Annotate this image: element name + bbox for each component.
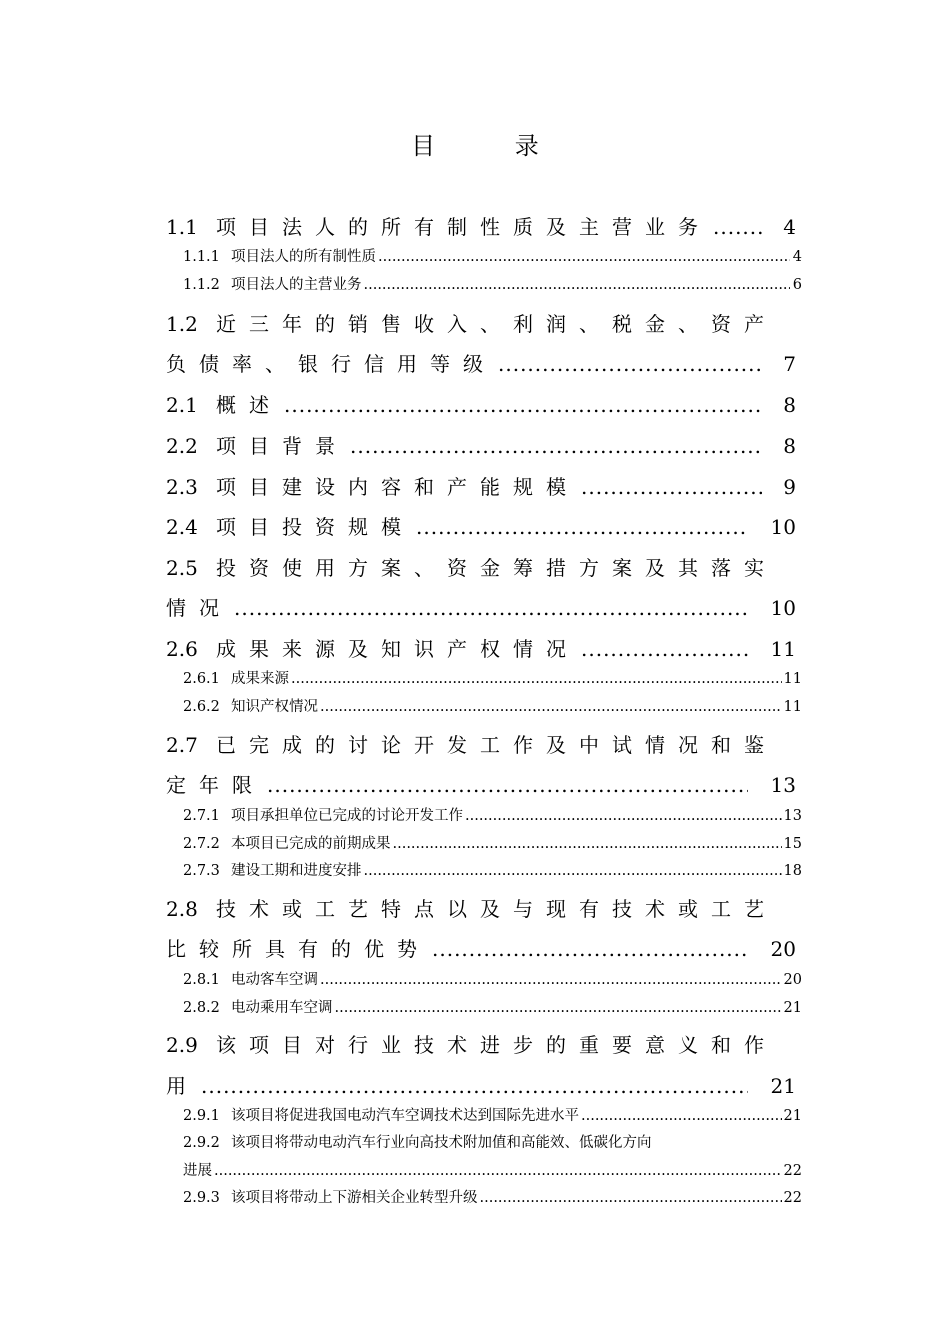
toc-number: 2.9 (166, 1033, 198, 1057)
toc-title: 目 录 (411, 132, 575, 160)
toc-page: 11 (783, 699, 802, 715)
toc-leader (713, 215, 762, 239)
toc-text: 建设工期和进度安排 (231, 863, 362, 879)
toc-entry-2-9-2-line1[interactable] (183, 1131, 652, 1152)
toc-number: 2.9.1 (183, 1108, 220, 1124)
toc-page: 9 (783, 475, 796, 499)
toc-page: 13 (770, 773, 796, 797)
toc-leader (284, 393, 762, 417)
toc-page: 21 (783, 1108, 802, 1124)
toc-page: 22 (783, 1190, 802, 1206)
toc-entry-2-2[interactable] (166, 430, 796, 459)
toc-page: 20 (770, 937, 796, 961)
toc-entry-2-5-line1[interactable] (166, 552, 777, 581)
toc-leader (291, 671, 782, 687)
toc-entry-2-9-3[interactable] (183, 1186, 802, 1207)
toc-entry-2-4[interactable] (166, 511, 796, 540)
toc-page: 8 (783, 393, 796, 417)
toc-leader (432, 937, 748, 961)
toc-text: 该项目将带动上下游相关企业转型升级 (231, 1190, 478, 1206)
toc-entry-2-9[interactable] (166, 1070, 796, 1099)
toc-page: 7 (783, 352, 796, 376)
toc-entry-2-8-line1[interactable] (166, 893, 777, 922)
toc-text-continued: 负债率、银行信用等级 (166, 352, 496, 376)
toc-number: 2.6 (166, 637, 198, 661)
toc-entry-2-3[interactable] (166, 471, 796, 500)
toc-text-continued: 进展 (183, 1163, 212, 1179)
toc-leader (498, 352, 762, 376)
toc-leader (201, 1074, 748, 1098)
toc-number: 2.7.3 (183, 863, 220, 879)
toc-leader (581, 475, 762, 499)
toc-page: 15 (783, 836, 802, 852)
toc-leader (350, 434, 762, 458)
toc-text: 投资使用方案、资金筹措方案及其落实 (216, 556, 777, 580)
toc-leader (267, 773, 748, 797)
toc-leader (393, 836, 782, 852)
toc-leader (364, 277, 791, 293)
toc-entry-1-1-2[interactable] (183, 273, 802, 294)
toc-number: 2.2 (166, 434, 198, 458)
toc-entry-2-7-line1[interactable] (166, 729, 777, 758)
toc-text-continued: 情况 (166, 596, 232, 620)
toc-text: 项目投资规模 (216, 515, 414, 539)
toc-text-continued: 比较所具有的优势 (166, 937, 430, 961)
toc-number: 2.8.2 (183, 1000, 220, 1016)
toc-page: 10 (770, 515, 796, 539)
toc-text: 成果来源 (231, 671, 289, 687)
toc-text: 该项目将带动电动汽车行业向高技术附加值和高能效、低碳化方向 (231, 1135, 652, 1151)
toc-leader (364, 863, 782, 879)
toc-number: 2.8.1 (183, 972, 220, 988)
toc-page: 8 (783, 434, 796, 458)
toc-text: 技术或工艺特点以及与现有技术或工艺 (216, 897, 777, 921)
toc-text: 该项目将促进我国电动汽车空调技术达到国际先进水平 (231, 1108, 579, 1124)
toc-text: 近三年的销售收入、利润、税金、资产 (216, 312, 777, 336)
toc-entry-2-8[interactable] (166, 933, 796, 962)
toc-text: 项目法人的所有制性质及主营业务 (216, 215, 711, 239)
toc-page: 11 (770, 637, 796, 661)
toc-page: 20 (783, 972, 802, 988)
toc-entry-1-1[interactable] (166, 211, 796, 240)
toc-page: 21 (770, 1074, 796, 1098)
toc-entry-2-7-1[interactable] (183, 804, 802, 825)
toc-text: 知识产权情况 (231, 699, 318, 715)
toc-leader (465, 808, 782, 824)
toc-number: 2.9.3 (183, 1190, 220, 1206)
toc-text: 概述 (216, 393, 282, 417)
toc-text-continued: 定年限 (166, 773, 265, 797)
toc-number: 2.9.2 (183, 1135, 220, 1151)
toc-page: 4 (783, 215, 796, 239)
toc-leader (581, 637, 748, 661)
toc-leader (480, 1190, 782, 1206)
toc-number: 2.3 (166, 475, 198, 499)
toc-page: 22 (783, 1163, 802, 1179)
toc-page: 21 (783, 1000, 802, 1016)
toc-text: 项目法人的所有制性质 (231, 249, 376, 265)
toc-entry-2-7-2[interactable] (183, 832, 802, 853)
toc-page: 10 (770, 596, 796, 620)
toc-text: 已完成的讨论开发工作及中试情况和鉴 (216, 733, 777, 757)
toc-leader (378, 249, 790, 265)
toc-leader (214, 1163, 782, 1179)
toc-number: 1.1 (166, 215, 198, 239)
toc-leader (416, 515, 748, 539)
toc-text: 该项目对行业技术进步的重要意义和作 (216, 1033, 777, 1057)
toc-entry-2-7-3[interactable] (183, 859, 802, 880)
toc-number: 1.1.1 (183, 249, 220, 265)
toc-text: 项目法人的主营业务 (231, 277, 362, 293)
toc-page: 6 (792, 277, 802, 293)
toc-number: 2.6.1 (183, 671, 220, 687)
toc-text: 成果来源及知识产权情况 (216, 637, 579, 661)
toc-page: 18 (783, 863, 802, 879)
toc-entry-1-2-line1[interactable] (166, 308, 777, 337)
toc-page: 4 (792, 249, 802, 265)
toc-entry-2-9-line1[interactable] (166, 1029, 777, 1058)
toc-number: 2.7 (166, 733, 198, 757)
toc-text: 电动乘用车空调 (231, 1000, 333, 1016)
toc-entry-1-2[interactable] (166, 348, 796, 377)
toc-entry-2-6-1[interactable] (183, 667, 802, 688)
toc-leader (320, 699, 782, 715)
toc-text: 电动客车空调 (231, 972, 318, 988)
toc-number: 2.7.2 (183, 836, 220, 852)
toc-leader (234, 596, 748, 620)
toc-entry-2-6[interactable] (166, 633, 796, 662)
toc-entry-2-5[interactable] (166, 592, 796, 621)
toc-number: 2.1 (166, 393, 198, 417)
toc-text: 本项目已完成的前期成果 (231, 836, 391, 852)
toc-entry-1-1-1[interactable] (183, 245, 802, 266)
toc-number: 1.1.2 (183, 277, 220, 293)
toc-entry-2-7[interactable] (166, 769, 796, 798)
toc-number: 2.4 (166, 515, 198, 539)
toc-page: 13 (783, 808, 802, 824)
toc-page: 11 (783, 671, 802, 687)
toc-number: 2.6.2 (183, 699, 220, 715)
toc-number: 2.8 (166, 897, 198, 921)
toc-leader (320, 972, 782, 988)
toc-text: 项目背景 (216, 434, 348, 458)
toc-number: 2.7.1 (183, 808, 220, 824)
toc-entry-2-8-1[interactable] (183, 968, 802, 989)
toc-entry-2-1[interactable] (166, 389, 796, 418)
toc-number: 2.5 (166, 556, 198, 580)
toc-entry-2-9-2[interactable] (183, 1159, 802, 1180)
toc-entry-2-6-2[interactable] (183, 695, 802, 716)
toc-leader (335, 1000, 782, 1016)
toc-text: 项目承担单位已完成的讨论开发工作 (231, 808, 463, 824)
toc-leader (581, 1108, 782, 1124)
toc-text: 项目建设内容和产能规模 (216, 475, 579, 499)
toc-text-continued: 用 (166, 1074, 199, 1098)
toc-number: 1.2 (166, 312, 198, 336)
toc-entry-2-8-2[interactable] (183, 996, 802, 1017)
toc-entry-2-9-1[interactable] (183, 1104, 802, 1125)
